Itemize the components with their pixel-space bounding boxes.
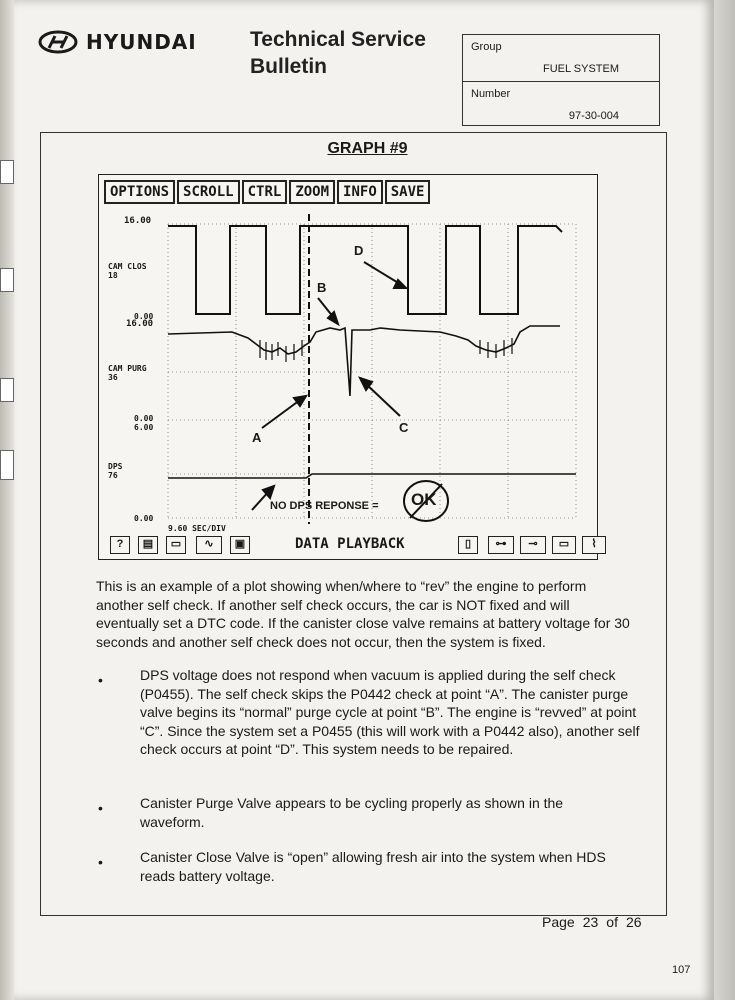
page-current: 23	[582, 914, 599, 930]
bullet-mark: •	[98, 854, 103, 870]
menu-ctrl: CTRL	[242, 180, 288, 204]
no-dps-response-note: NO DPS REPONSE =	[270, 500, 379, 512]
scope-icon: ∿	[196, 536, 222, 554]
dps-zero-label: 0.00	[134, 514, 154, 523]
cam-purg-zero-label: 0.00	[134, 414, 154, 423]
bullet-text-1: DPS voltage does not respond when vacuum is applied during the self check (P0455). The self check skips the P0442 check at point “A”. The canister purge valve begins its “normal” purge cycle at point “B”. The engine is “revved” at point “C”. Since the system set a P0455 (this will work with a P0442 also), another self check occurs at point “D”. This system needs to be repaired.	[140, 667, 640, 757]
point-d-label: D	[354, 243, 364, 258]
book-icon: ▭	[166, 536, 186, 554]
number-value: 97-30-004	[568, 110, 619, 122]
group-value: FUEL SYSTEM	[543, 63, 619, 75]
help-icon: ?	[110, 536, 130, 554]
ok-label: OK	[411, 490, 437, 509]
annotation-arrows	[252, 262, 409, 510]
menu-options: OPTIONS	[104, 180, 175, 204]
cam-purg-scale-label: 16.00	[126, 319, 154, 329]
page-word: Page	[542, 914, 575, 930]
dps-label: DPS 76	[108, 462, 123, 480]
battery-icon: ▭	[552, 536, 576, 554]
intro-paragraph: This is an example of a plot showing when/where to “rev” the engine to perform another self check. If another self check occurs, the car is NOT fixed and will eventually set a DTC code. If the canister close valve remains at battery voltage for 30 seconds and another self check does not occur, then the system is fixed.	[96, 578, 630, 650]
number-label: Number	[471, 88, 511, 100]
vehicle-icon: ▤	[138, 536, 158, 554]
of-word: of	[606, 914, 618, 930]
brand-name: HYUNDAI	[86, 30, 197, 54]
bullet-mark: •	[98, 800, 103, 816]
menu-scroll: SCROLL	[177, 180, 240, 204]
cam-purg-label: CAM PURG 36	[108, 364, 147, 382]
bullet-text-3: Canister Close Valve is “open” allowing fresh air into the system when HDS reads battery voltage.	[140, 849, 606, 884]
cam-clos-label: CAM CLOS 18	[108, 262, 147, 280]
bullet-text-2: Canister Purge Valve appears to be cycling properly as shown in the waveform.	[140, 795, 564, 830]
dps-scale-label: 6.00	[134, 423, 154, 432]
timebase-label: 9.60 SEC/DIV	[168, 524, 226, 533]
data-playback-label: DATA PLAYBACK	[295, 536, 405, 552]
title-line-2: Bulletin	[250, 55, 327, 78]
title-line-1: Technical Service	[250, 28, 426, 51]
menu-zoom: ZOOM	[289, 180, 335, 204]
cam-clos-trace	[168, 226, 562, 314]
top-scale-label: 16.00	[124, 216, 152, 226]
cam-clos-zero-label: 0.00	[134, 312, 154, 321]
exit-icon: ▯	[458, 536, 478, 554]
printer-icon: ▣	[230, 536, 250, 554]
group-label: Group	[471, 41, 502, 53]
point-a-label: A	[252, 430, 262, 445]
point-c-label: C	[399, 420, 409, 435]
page-indicator	[542, 914, 642, 930]
page-total: 26	[625, 914, 642, 930]
book-page-number: 107	[672, 964, 691, 976]
car-icon: ⊶	[488, 536, 514, 554]
menu-info: INFO	[337, 180, 383, 204]
point-b-label: B	[317, 280, 327, 295]
thermometer-icon: ⌇	[582, 536, 606, 554]
bullet-mark: •	[98, 672, 103, 688]
menu-save: SAVE	[385, 180, 431, 204]
key-icon: ⊸	[520, 536, 546, 554]
graph-title: GRAPH #9	[327, 140, 408, 157]
